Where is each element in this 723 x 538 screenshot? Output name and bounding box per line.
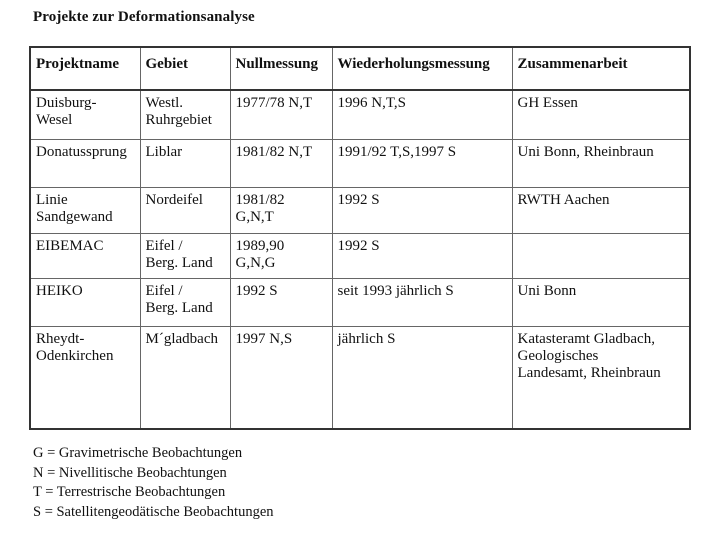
- table-row: [30, 326, 690, 429]
- cell-projektname: EIBEMAC: [30, 233, 140, 278]
- cell-projektname: Donatussprung: [30, 139, 140, 187]
- cell-gebiet: Nordeifel: [140, 187, 230, 233]
- table-row: [30, 187, 690, 233]
- table-row: [30, 233, 690, 278]
- legend-item-t: T = Terrestrische Beobachtungen: [33, 484, 226, 500]
- cell-projektname: Rheydt- Odenkirchen: [30, 326, 140, 429]
- cell-nullmessung: 1977/78 N,T: [230, 90, 332, 139]
- table-row: [30, 139, 690, 187]
- header-nullmessung: Nullmessung: [230, 47, 332, 90]
- table-row: [30, 278, 690, 326]
- legend-item-n: N = Nivellitische Beobachtungen: [33, 464, 227, 481]
- cell-zusammenarbeit: GH Essen: [512, 90, 690, 139]
- cell-gebiet: Westl. Ruhrgebiet: [140, 90, 230, 139]
- cell-projektname: Duisburg- Wesel: [30, 90, 140, 139]
- cell-zusammenarbeit: Uni Bonn, Rheinbraun: [512, 139, 690, 187]
- projects-table-container: [29, 46, 689, 430]
- document-title: Projekte zur Deformationsanalyse: [33, 9, 255, 25]
- cell-wiederholungsmessung: jährlich S: [332, 326, 512, 429]
- cell-gebiet: Eifel / Berg. Land: [140, 233, 230, 278]
- table-header-row: [30, 47, 690, 90]
- cell-projektname: HEIKO: [30, 278, 140, 326]
- header-zusammenarbeit: Zusammenarbeit: [512, 47, 690, 90]
- legend-item-g: G = Gravimetrische Beobachtungen: [33, 445, 243, 461]
- cell-zusammenarbeit: Uni Bonn: [512, 278, 690, 326]
- projects-table: [29, 46, 691, 430]
- cell-zusammenarbeit: Katasteramt Gladbach, Geologisches Landesamt, Rheinbraun: [512, 326, 690, 429]
- table-row: [30, 90, 690, 139]
- header-projektname: Projektname: [30, 47, 140, 90]
- legend: [33, 444, 274, 522]
- cell-zusammenarbeit: [512, 233, 690, 278]
- legend-item-s: S = Satellitengeodätische Beobachtungen: [33, 503, 274, 520]
- cell-nullmessung: 1981/82 N,T: [230, 139, 332, 187]
- cell-gebiet: Liblar: [140, 139, 230, 187]
- cell-gebiet: M´gladbach: [140, 326, 230, 429]
- cell-nullmessung: 1989,90 G,N,G: [230, 233, 332, 278]
- cell-nullmessung: 1992 S: [230, 278, 332, 326]
- cell-wiederholungsmessung: 1996 N,T,S: [332, 90, 512, 139]
- header-wiederholungsmessung: Wiederholungsmessung: [332, 47, 512, 90]
- cell-wiederholungsmessung: 1992 S: [332, 187, 512, 233]
- cell-zusammenarbeit: RWTH Aachen: [512, 187, 690, 233]
- cell-nullmessung: 1997 N,S: [230, 326, 332, 429]
- cell-nullmessung: 1981/82 G,N,T: [230, 187, 332, 233]
- header-gebiet: Gebiet: [140, 47, 230, 90]
- cell-wiederholungsmessung: seit 1993 jährlich S: [332, 278, 512, 326]
- cell-wiederholungsmessung: 1991/92 T,S,1997 S: [332, 139, 512, 187]
- cell-projektname: Linie Sandgewand: [30, 187, 140, 233]
- cell-gebiet: Eifel / Berg. Land: [140, 278, 230, 326]
- cell-wiederholungsmessung: 1992 S: [332, 233, 512, 278]
